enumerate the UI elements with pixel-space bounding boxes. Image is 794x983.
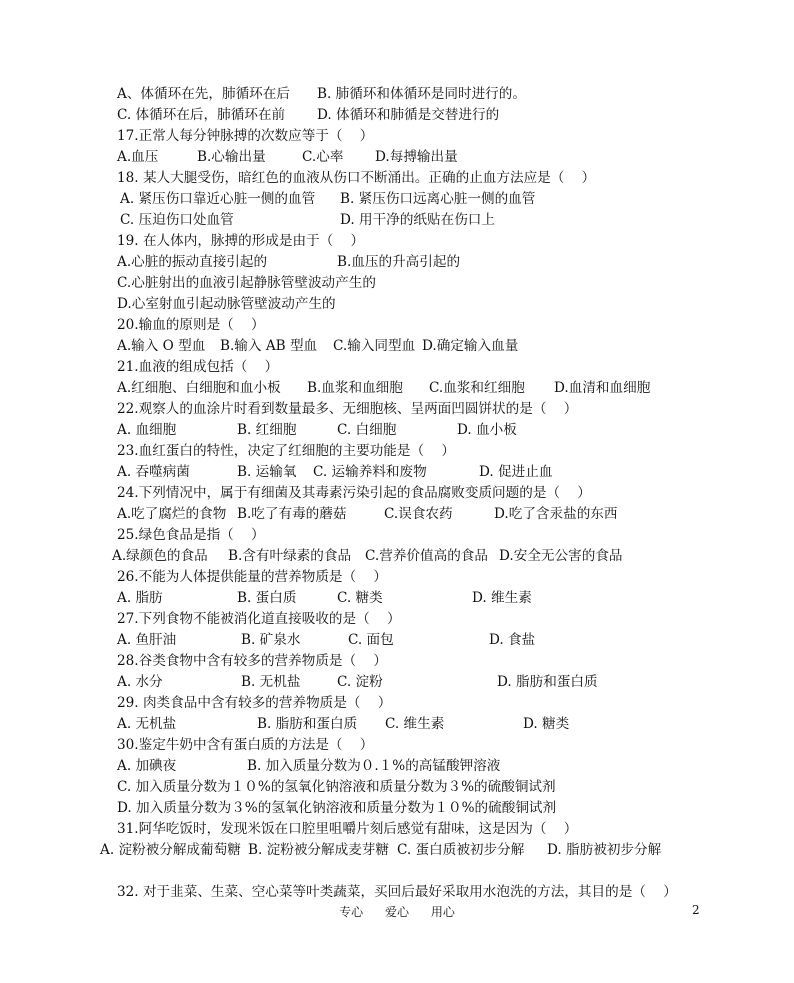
option-choice: A.心脏的振动直接引起的 [117,254,268,270]
option-choice: C.误食农药 [384,506,453,522]
question-stem: 29. 肉类食品中含有较多的营养物质是（ ） [117,695,392,711]
option-choice: B.血浆和血细胞 [307,380,403,396]
option-choice: D. 加入质量分数为３%的氢氧化钠溶液和质量分数为１０%的硫酸铜试剂 [117,800,557,816]
option-choice: A. 紧压伤口靠近心脏一侧的血管 [120,191,316,207]
option-choice: A.输入 O 型血 [117,338,206,354]
option-choice: B. 无机盐 [241,674,301,690]
option-choice: D. 促进止血 [479,464,553,480]
question-stem: 25.绿色食品是指（ ） [117,527,265,543]
option-choice: C.营养价值高的食品 [365,548,488,564]
footer-word: 专心 [339,905,364,919]
option-choice: A. 血细胞 [117,422,177,438]
question-stem: 23.血红蛋白的特性，决定了红细胞的主要功能是（ ） [117,443,455,459]
option-choice: A. 水分 [117,674,163,690]
option-choice: D.每搏输出量 [375,149,458,165]
option-choice: D. 糖类 [523,716,570,732]
option-choice: C. 加入质量分数为１０%的氢氧化钠溶液和质量分数为３%的硫酸铜试剂 [117,779,556,795]
option-choice: C. 面包 [348,632,394,648]
option-choice: A.红细胞、白细胞和血小板 [117,380,281,396]
option-choice: C. 糖类 [337,590,383,606]
option-choice: D. 食盐 [489,632,536,648]
option-choice: D.吃了含汞盐的东西 [494,506,618,522]
question-stem: 19. 在人体内，脉搏的形成是由于（ ） [117,233,365,249]
question-stem: 32. 对于韭菜、生菜、空心菜等叶类蔬菜，买回后最好采取用水泡洗的方法，其目的是（ ） [117,884,677,900]
option-choice: C. 运输养料和废物 [313,464,427,480]
option-choice: C. 压迫伤口处血管 [120,212,234,228]
option-choice: D.安全无公害的食品 [499,548,623,564]
option-choice: D. 脂肪和蛋白质 [497,674,598,690]
option-choice: C.心率 [302,149,344,165]
option-choice: B.含有叶绿素的食品 [228,548,352,564]
page-footer [0,903,794,920]
option-choice: C.心脏射出的血液引起静脉管壁波动产生的 [117,275,376,291]
option-choice: C.血浆和红细胞 [429,380,525,396]
option-choice: B. 肺循环和体循环是同时进行的。 [317,86,526,102]
option-choice: C.输入同型血 [333,338,416,354]
question-stem: 20.输血的原则是（ ） [117,317,265,333]
option-choice: D. 脂肪被初步分解 [547,842,662,858]
option-choice: D. 维生素 [472,590,532,606]
option-choice: C. 淀粉 [337,674,383,690]
question-stem: 22.观察人的血涂片时看到数量最多、无细胞核、呈两面凹圆饼状的是（ ） [117,401,578,417]
option-choice: C. 维生素 [385,716,445,732]
option-choice: A. 无机盐 [117,716,177,732]
footer-word: 用心 [430,905,455,919]
question-stem: 24.下列情况中，属于有细菌及其毒素污染引起的食品腐败变质问题的是（ ） [117,485,591,501]
question-stem: 27.下列食物不能被消化道直接吸收的是（ ） [117,611,401,627]
question-stem: 21.血液的组成包括（ ） [117,359,279,375]
question-stem: 26.不能为人体提供能量的营养物质是（ ） [117,569,387,585]
option-choice: A. 淀粉被分解成葡萄糖 [100,842,241,858]
option-choice: B. 淀粉被分解成麦芽糖 [248,842,389,858]
option-choice: A. 脂肪 [117,590,163,606]
question-stem: 18. 某人大腿受伤，暗红色的血液从伤口不断涌出。正确的止血方法应是（ ） [117,170,596,186]
option-choice: B.心输出量 [197,149,266,165]
option-choice: D. 体循环和肺循是交替进行的 [317,107,500,123]
option-choice: A.血压 [117,149,159,165]
question-stem: 17.正常人每分钟脉搏的次数应等于（ ） [117,128,374,144]
option-choice: B. 矿泉水 [241,632,301,648]
option-choice: A. 加碘夜 [117,758,177,774]
option-choice: B.输入 AB 型血 [220,338,318,354]
option-choice: D. 用干净的纸贴在伤口上 [340,212,495,228]
option-choice: A.绿颜色的食品 [112,548,208,564]
question-stem: 30.鉴定牛奶中含有蛋白质的方法是（ ） [117,737,374,753]
option-choice: B.吃了有毒的蘑菇 [237,506,347,522]
option-choice: A.吃了腐烂的食物 [117,506,227,522]
option-choice: C. 体循环在后，肺循环在前 [117,107,286,123]
option-choice: D.心室射血引起动脉管壁波动产生的 [117,296,336,312]
option-choice: C. 蛋白质被初步分解 [397,842,525,858]
option-choice: B. 红细胞 [237,422,297,438]
option-choice: A. 吞噬病菌 [117,464,190,480]
option-choice: D.确定输入血量 [422,338,519,354]
option-choice: D. 血小板 [457,422,517,438]
option-choice: B. 运输氧 [237,464,297,480]
option-choice: A、体循环在先，肺循环在后 [117,86,290,102]
page-number: 2 [692,903,700,917]
footer-word: 爱心 [384,905,409,919]
option-choice: B.血压的升高引起的 [337,254,461,270]
option-choice: B. 蛋白质 [237,590,297,606]
option-choice: B. 脂肪和蛋白质 [257,716,358,732]
option-choice: D.血清和血细胞 [554,380,651,396]
option-choice: B. 紧压伤口远离心脏一侧的血管 [340,191,536,207]
question-stem: 31.阿华吃饭时，发现米饭在口腔里咀嚼片刻后感觉有甜味，这是因为（ ） [117,821,578,837]
option-choice: B. 加入质量分数为０.１%的高锰酸钾溶液 [247,758,501,774]
question-stem: 28.谷类食物中含有较多的营养物质是（ ） [117,653,387,669]
option-choice: C. 白细胞 [337,422,397,438]
option-choice: A. 鱼肝油 [117,632,177,648]
